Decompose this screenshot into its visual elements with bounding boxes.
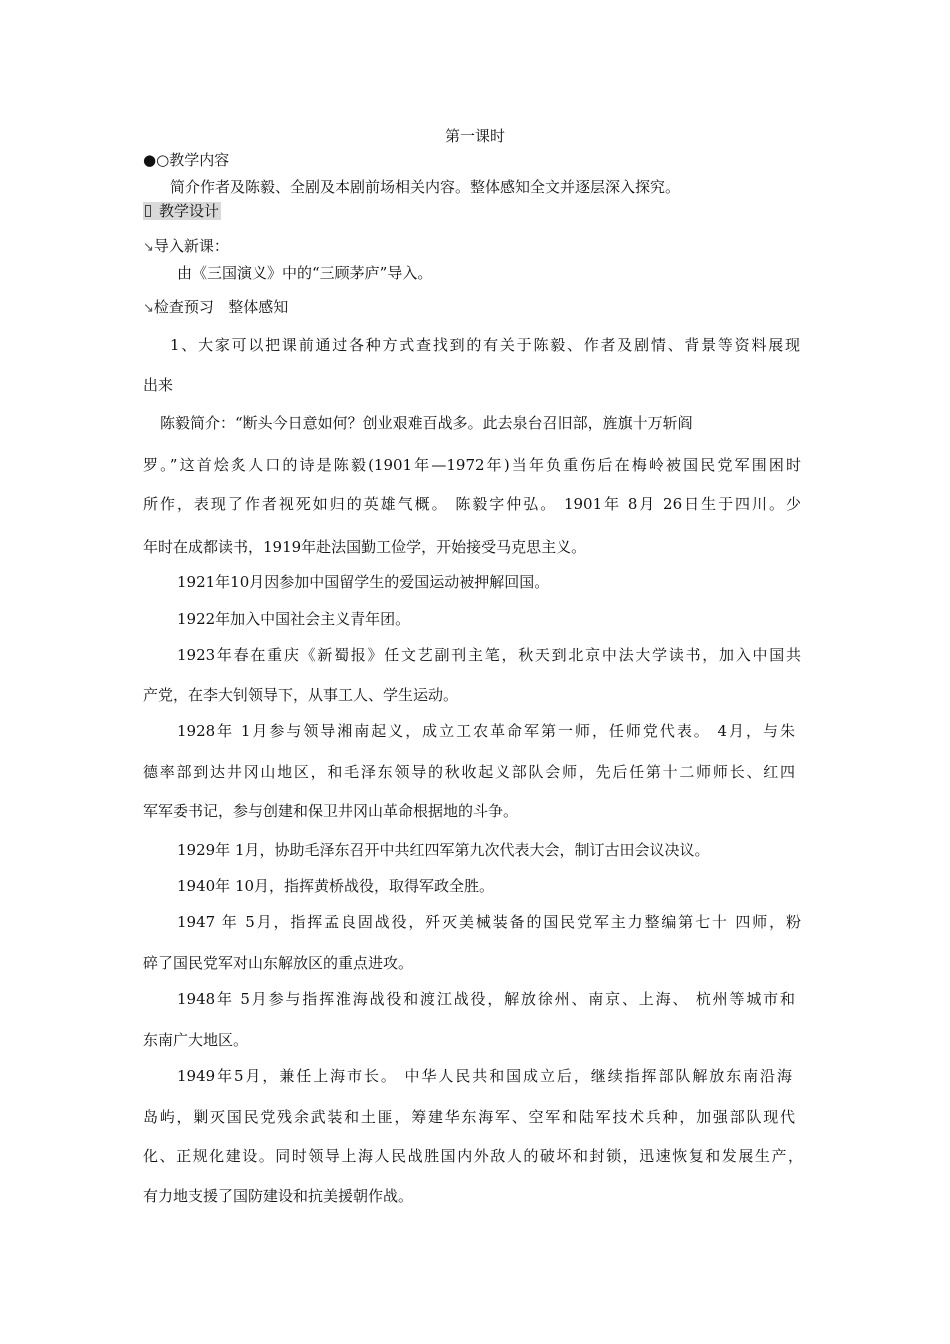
para-1928-line-2: 德率部到达井冈山地区，和毛泽东领导的秋收起义部队会师，先后任第十二师师长、红四	[143, 763, 795, 781]
para-1940: 1940年 10月，指挥黄桥战役，取得军政全胜。	[177, 877, 495, 895]
content-text: 简介作者及陈毅、全剧及本剧前场相关内容。整体感知全文并逐层深入探究。	[170, 178, 681, 196]
item1-line-1: 1、大家可以把课前通过各种方式查找到的有关于陈毅、作者及剧情、背景等资料展现	[170, 336, 800, 354]
para-1949-line-3: 化、正规化建设。同时领导上海人民战胜国内外敌人的破坏和封锁，迅速恢复和发展生产，	[143, 1147, 803, 1165]
bio-line-1: 陈毅简介：“断头今日意如何？创业艰难百战多。此去泉台召旧部，旌旗十万斩阎	[160, 414, 693, 432]
para-1923-line-2: 产党，在李大钊领导下，从事工人、学生运动。	[143, 686, 459, 704]
design-heading-text: 教学设计	[159, 202, 220, 220]
para-1949-line-1: 1949年5月，兼任上海市长。 中华人民共和国成立后，继续指挥部队解放东南沿海	[177, 1067, 792, 1085]
para-1928-line-3: 军军委书记，参与创建和保卫井冈山革命根据地的斗争。	[143, 802, 519, 820]
bio-line-2: 罗。”这首烩炙人口的诗是陈毅(1901年—1972年)当年负重伤后在梅岭被国民党军围困时	[143, 456, 801, 474]
para-1923-line-1: 1923年春在重庆《新蜀报》任文艺副刊主笔，秋天到北京中法大学读书，加入中国共	[177, 646, 801, 664]
bio-line-4: 年时在成都读书，1919年赴法国勤工俭学，开始接受马克思主义。	[143, 538, 587, 556]
para-1947-line-2: 碎了国民党军对山东解放区的重点进攻。	[143, 954, 414, 972]
intro-heading	[143, 236, 808, 258]
content-heading	[143, 150, 808, 170]
para-1921: 1921年10月因参加中国留学生的爱国运动被押解回国。	[177, 573, 550, 591]
bullet-icon: ●○	[143, 151, 170, 169]
para-1948-line-2: 东南广大地区。	[143, 1031, 249, 1049]
content-heading-text: 教学内容	[169, 151, 230, 169]
para-1949-line-2: 岛屿，剿灭国民党残余武装和土匪，筹建华东海军、空军和陆军技术兵种，加强部队现代	[143, 1108, 795, 1126]
item1-line-2: 出来	[143, 376, 174, 394]
intro-heading-text: 导入新课：	[153, 237, 229, 255]
para-1949-line-4: 有力地支援了国防建设和抗美援朝作战。	[143, 1187, 414, 1205]
para-1929: 1929年 1月，协助毛泽东召开中共红四军第九次代表大会，制订古田会议决议。	[177, 841, 710, 859]
para-1928-line-1: 1928年 1月参与领导湘南起义，成立工农革命军第一师，任师党代表。 4月，与朱	[177, 722, 795, 740]
check-heading	[143, 297, 808, 319]
para-1947-line-1: 1947 年 5月，指挥孟良固战役，歼灭美械装备的国民党军主力整编第七十 四师，粉	[177, 913, 801, 931]
small-box-icon	[145, 205, 151, 217]
para-1948-line-1: 1948年 5月参与指挥淮海战役和渡江战役，解放徐州、南京、上海、 杭州等城市和	[177, 990, 795, 1008]
check-heading-text: 检查预习 整体感知	[153, 298, 289, 316]
arrow-icon: ↘	[143, 240, 154, 255]
design-heading	[143, 201, 808, 221]
para-1922: 1922年加入中国社会主义青年团。	[177, 610, 411, 628]
bio-line-3: 所作，表现了作者视死如归的英雄气概。 陈毅字仲弘。 1901年 8月 26日生于四川。少	[143, 495, 801, 513]
arrow-icon: ↘	[143, 301, 154, 316]
lesson-title: 第一课时	[444, 127, 505, 145]
intro-text: 由《三国演义》中的“三顾茅庐”导入。	[177, 264, 433, 282]
